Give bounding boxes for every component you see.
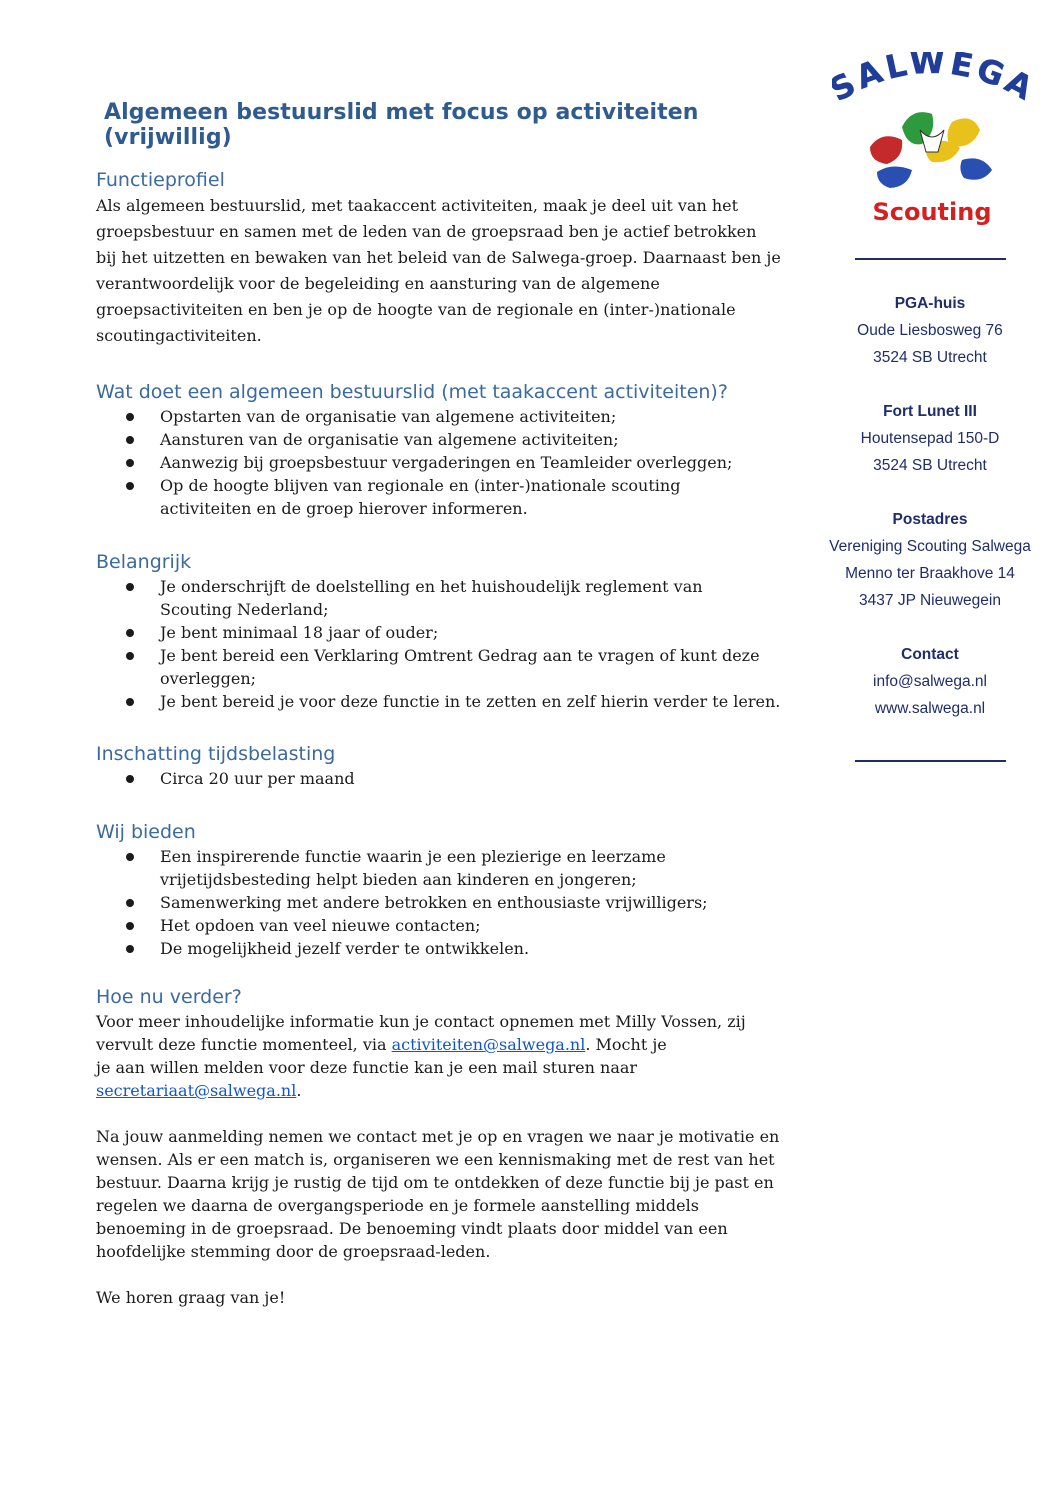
section-tijdsbelasting bbox=[96, 743, 796, 790]
list-item: Circa 20 uur per maand bbox=[96, 767, 796, 790]
address-block-contact: Contact info@salwega.nl www.salwega.nl bbox=[828, 641, 1032, 722]
paragraph: Voor meer inhoudelijke informatie kun je contact opnemen met Milly Vossen, zij vervult deze functie momenteel, via activiteiten@salwega.nl. Mocht je je aan willen melden voor deze functie kan je een mail sturen naar secretariaat@salwega.nl. bbox=[96, 1012, 746, 1100]
logo-graphic bbox=[832, 52, 1032, 232]
paragraph: Als algemeen bestuurslid, met taakaccent activiteiten, maak je deel uit van het groepsbestuur en samen met de leden van de groepsraad ben je actief betrokken bij het uitzetten en bewaken van het beleid van de Salwega-groep. Daarnaast ben je verantwoordelijk voor de begeleiding en aansturing van de algemene groepsactiviteiten en ben je op de hoogte van de regionale en (inter-)nationale scoutingactiviteiten. bbox=[96, 196, 781, 345]
address-block-fort-lunet: Fort Lunet III Houtensepad 150-D 3524 SB Utrecht bbox=[860, 403, 1000, 474]
list-item: De mogelijkheid jezelf verder te ontwikkelen. bbox=[96, 937, 796, 960]
list-item: Samenwerking met andere betrokken en enthousiaste vrijwilligers; bbox=[96, 891, 796, 914]
bullet-list bbox=[96, 845, 796, 960]
list-item: Opstarten van de organisatie van algemene activiteiten; bbox=[96, 405, 796, 428]
section-wat-doet bbox=[96, 381, 796, 520]
section-hoe-nu-verder bbox=[96, 986, 796, 1309]
salwega-scouting-logo bbox=[832, 52, 1032, 232]
section-heading: Hoe nu verder? bbox=[96, 986, 242, 1008]
logo-word: ALWEG bbox=[850, 52, 1014, 97]
page-title: Algemeen bestuurslid met focus op activiteiten (vrijwillig) bbox=[104, 100, 699, 150]
svg-text:SALWEGA bbox=[832, 52, 1032, 109]
list-item: Aanwezig bij groepsbestuur vergaderingen en Teamleider overleggen; bbox=[96, 451, 796, 474]
closing-line: We horen graag van je! bbox=[96, 1288, 286, 1307]
bullet-list bbox=[96, 767, 796, 790]
list-item: Je onderschrijft de doelstelling en het huishoudelijk reglement van Scouting Nederland; bbox=[96, 575, 796, 621]
contact-email[interactable]: info@salwega.nl bbox=[873, 673, 987, 690]
bullet-list bbox=[96, 405, 796, 520]
section-wij-bieden bbox=[96, 821, 796, 960]
list-item: Op de hoogte blijven van regionale en (inter-)nationale scouting activiteiten en de groep hierover informeren. bbox=[96, 474, 796, 520]
section-belangrijk bbox=[96, 551, 796, 713]
sidebar-divider bbox=[855, 760, 1006, 762]
list-item: Je bent bereid een Verklaring Omtrent Gedrag aan te vragen of kunt deze overleggen; bbox=[96, 644, 796, 690]
address-block-postadres: Postadres Vereniging Scouting Salwega Menno ter Braakhove 14 3437 JP Nieuwegein bbox=[829, 511, 1031, 609]
address-block-pga-huis: PGA-huis Oude Liesbosweg 76 3524 SB Utrecht bbox=[857, 295, 1003, 366]
bullet-list bbox=[96, 575, 796, 713]
list-item: Je bent minimaal 18 jaar of ouder; bbox=[96, 621, 796, 644]
secretariaat-email-link[interactable]: secretariaat@salwega.nl bbox=[96, 1081, 297, 1100]
section-heading: Wij bieden bbox=[96, 821, 196, 843]
list-item: Aansturen van de organisatie van algemene activiteiten; bbox=[96, 428, 796, 451]
paragraph: Na jouw aanmelding nemen we contact met je op en vragen we naar je motivatie en wensen. Als er een match is, organiseren we een kennismaking met de rest van het bestuur. Daarna krijg je rustig de tijd om te ontdekken of deze functie bij je past en regelen we daarna de overgangsperiode en je formele aanstelling middels benoeming in de groepsraad. De benoeming vindt plaats door middel van een hoofdelijke stemming door de groepsraad-leden. bbox=[96, 1127, 780, 1261]
sidebar-addresses bbox=[828, 290, 1032, 749]
activiteiten-email-link[interactable]: activiteiten@salwega.nl bbox=[391, 1035, 586, 1054]
section-heading: Belangrijk bbox=[96, 551, 192, 573]
list-item: Een inspirerende functie waarin je een plezierige en leerzame vrijetijdsbesteding helpt bieden aan kinderen en jongeren; bbox=[96, 845, 796, 891]
sidebar-divider bbox=[855, 258, 1006, 260]
logo-caption: Scouting bbox=[872, 198, 992, 226]
list-item: Het opdoen van veel nieuwe contacten; bbox=[96, 914, 796, 937]
section-heading: Wat doet een algemeen bestuurslid (met taakaccent activiteiten)? bbox=[96, 381, 728, 403]
section-heading: Inschatting tijdsbelasting bbox=[96, 743, 336, 765]
section-heading: Functieprofiel bbox=[96, 169, 225, 191]
contact-website[interactable]: www.salwega.nl bbox=[874, 700, 986, 717]
list-item: Je bent bereid je voor deze functie in te zetten en zelf hierin verder te leren. bbox=[96, 690, 796, 713]
section-functieprofiel bbox=[96, 169, 796, 349]
